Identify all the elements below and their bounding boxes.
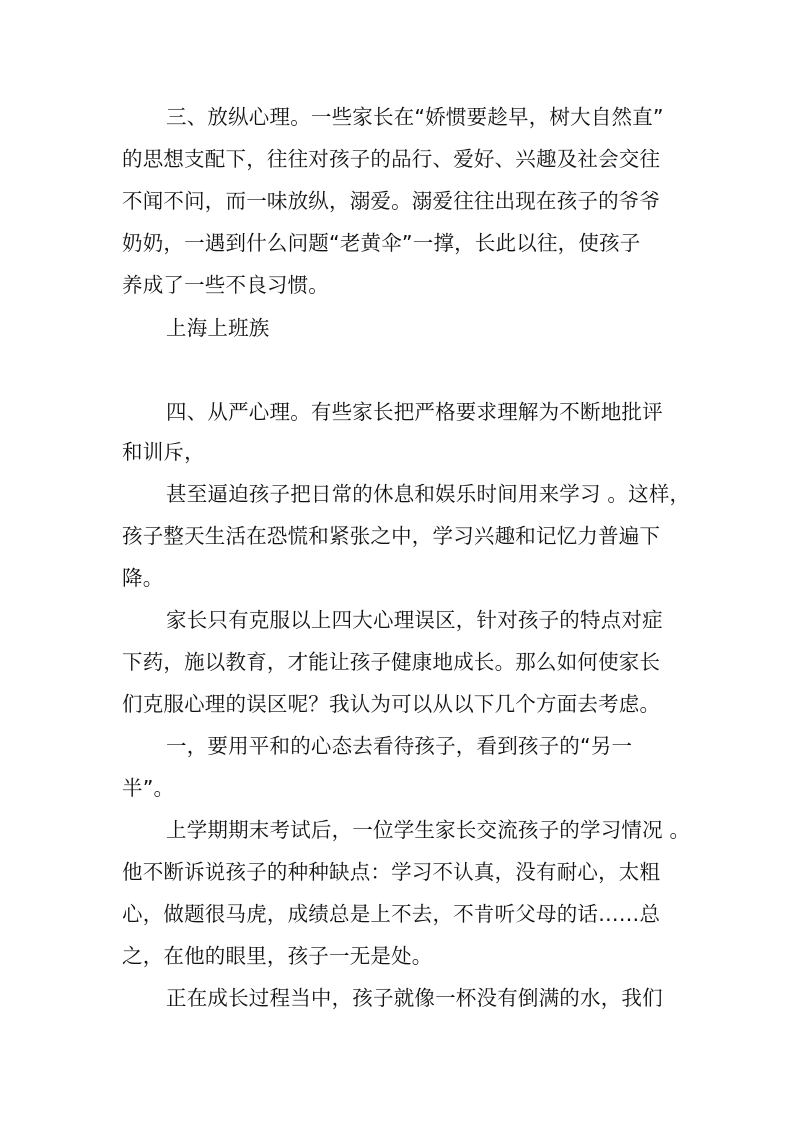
text-line: 他不断诉说孩子的种种缺点：学习不认真，没有耐心，太粗 xyxy=(122,860,661,884)
heading-text: 上海上班族 xyxy=(166,316,270,340)
text-line: 正在成长过程当中，孩子就像一杯没有倒满的水，我们 xyxy=(166,986,663,1010)
text-line: 孩子整天生活在恐慌和紧张之中，学习兴趣和记忆力普遍下 xyxy=(122,524,661,548)
text-line: 下药，施以教育，才能让孩子健康地成长。那么如何使家长 xyxy=(122,650,661,674)
text-line: 心，做题很马虎，成绩总是上不去，不肯听父母的话……总 xyxy=(122,902,661,926)
text-line: 奶奶，一遇到什么问题“老黄伞”一撑，长此以往，使孩子 xyxy=(122,231,641,255)
text-line: 和训斥， xyxy=(122,440,205,464)
text-line: 半”。 xyxy=(122,776,175,800)
text-line: 的思想支配下，往往对孩子的品行、爱好、兴趣及社会交往 xyxy=(122,147,661,171)
text-line: 三、放纵心理。一些家长在“娇惯要趁早，树大自然直” xyxy=(166,105,664,129)
text-line: 养成了一些不良习惯。 xyxy=(122,273,329,297)
text-line: 降。 xyxy=(122,566,164,590)
text-line: 家长只有克服以上四大心理误区，针对孩子的特点对症 xyxy=(166,608,663,632)
text-line: 们克服心理的误区呢？我认为可以从以下几个方面去考虑。 xyxy=(122,692,661,716)
text-line: 不闻不问，而一味放纵，溺爱。溺爱往往出现在孩子的爷爷 xyxy=(122,189,661,213)
text-line: 之，在他的眼里，孩子一无是处。 xyxy=(122,944,433,968)
text-line: 甚至逼迫孩子把日常的休息和娱乐时间用来学习 。这样， xyxy=(166,482,691,506)
text-line: 四、从严心理。有些家长把严格要求理解为不断地批评 xyxy=(166,400,663,424)
text-line: 一，要用平和的心态去看待孩子，看到孩子的“另一 xyxy=(166,734,633,758)
text-line: 上学期期末考试后，一位学生家长交流孩子的学习情况 。 xyxy=(166,818,691,842)
